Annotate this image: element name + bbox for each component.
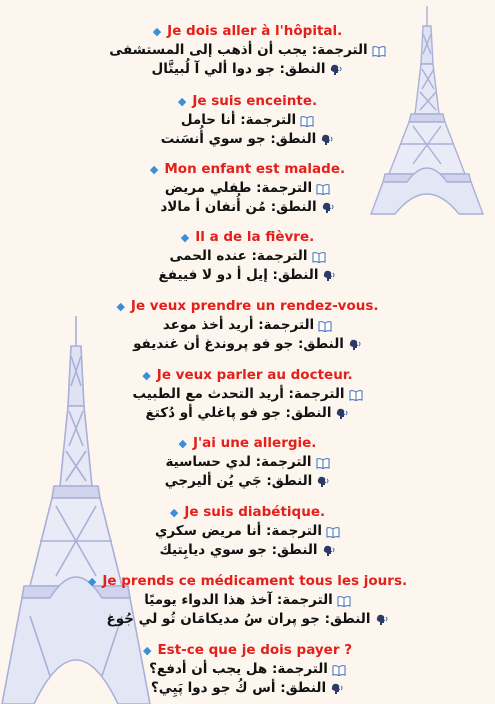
open-book-icon xyxy=(316,457,330,469)
speaking-head-icon xyxy=(329,64,343,76)
arabic-pronunciation: النطق: أس كُ جو دوا پَيِي؟ xyxy=(150,680,327,696)
blue-diamond-icon: ◆ xyxy=(152,25,162,38)
blue-diamond-icon: ◆ xyxy=(142,644,152,657)
speaking-head-icon xyxy=(375,614,389,626)
open-book-icon xyxy=(332,664,346,676)
speaking-head-icon xyxy=(316,476,330,488)
speaking-head-icon xyxy=(348,339,362,351)
speaking-head-icon xyxy=(320,134,334,146)
blue-diamond-icon: ◆ xyxy=(149,163,159,176)
list-item xyxy=(0,160,495,217)
open-book-icon xyxy=(300,115,314,127)
list-item xyxy=(0,366,495,423)
french-phrase: Je suis enceinte. xyxy=(192,93,318,109)
list-item xyxy=(0,92,495,149)
blue-diamond-icon: ◆ xyxy=(177,95,187,108)
speaking-head-icon xyxy=(330,683,344,695)
arabic-pronunciation: النطق: جو پران سُ مديكامَان تُو لي جُوغ xyxy=(106,611,371,627)
blue-diamond-icon: ◆ xyxy=(142,369,151,382)
french-phrase: Est-ce que je dois payer ? xyxy=(157,642,353,658)
arabic-pronunciation: النطق: جو فو پروندغ أن غنديفو xyxy=(133,336,344,352)
arabic-translation: الترجمة: أريد التحدث مع الطبيب xyxy=(132,386,345,402)
open-book-icon xyxy=(326,526,340,538)
arabic-translation: الترجمة: أنا مريض سكري xyxy=(155,523,322,539)
list-item xyxy=(0,572,495,629)
french-phrase: Je veux prendre un rendez-vous. xyxy=(130,298,379,314)
open-book-icon xyxy=(312,251,326,263)
speaking-head-icon xyxy=(322,545,336,557)
arabic-pronunciation: النطق: جو دوا ألي آ لُبيتَّال xyxy=(151,61,326,77)
open-book-icon xyxy=(337,595,351,607)
list-item xyxy=(0,297,495,354)
blue-diamond-icon: ◆ xyxy=(169,506,179,519)
arabic-translation: الترجمة: لدي حساسية xyxy=(165,454,312,470)
speaking-head-icon xyxy=(321,202,335,214)
french-phrase: Il a de la fièvre. xyxy=(195,229,315,245)
arabic-pronunciation: النطق: جو فو پاغلي أو دُكتغ xyxy=(145,405,332,421)
list-item xyxy=(0,641,495,698)
arabic-pronunciation: النطق: جو سوي ديابِتيك xyxy=(159,542,318,558)
arabic-translation: الترجمة: طفلي مريض xyxy=(164,180,313,196)
open-book-icon xyxy=(318,320,332,332)
open-book-icon xyxy=(349,389,363,401)
arabic-pronunciation: النطق: إيل أ دو لا فييفغ xyxy=(158,267,319,283)
open-book-icon xyxy=(316,183,330,195)
list-item xyxy=(0,503,495,560)
blue-diamond-icon: ◆ xyxy=(178,437,188,450)
french-phrase: Je veux parler au docteur. xyxy=(156,367,353,383)
arabic-translation: الترجمة: عنده الحمى xyxy=(169,248,308,264)
speaking-head-icon xyxy=(322,270,336,282)
french-phrase: Je prends ce médicament tous les jours. xyxy=(102,573,408,589)
blue-diamond-icon: ◆ xyxy=(180,231,190,244)
french-phrase: J'ai une allergie. xyxy=(193,435,317,451)
list-item xyxy=(0,22,495,79)
blue-diamond-icon: ◆ xyxy=(116,300,125,313)
blue-diamond-icon: ◆ xyxy=(87,575,97,588)
french-phrase: Je dois aller à l'hôpital. xyxy=(167,23,343,39)
list-item xyxy=(0,228,495,285)
arabic-translation: الترجمة: أريد أخذ موعد xyxy=(162,317,315,333)
arabic-translation: الترجمة: أنا حامل xyxy=(180,112,297,128)
arabic-translation: الترجمة: يجب أن أذهب إلى المستشفى xyxy=(109,42,368,58)
list-item xyxy=(0,434,495,491)
arabic-pronunciation: النطق: جو سوي أُنسَنت xyxy=(160,131,317,147)
open-book-icon xyxy=(372,45,386,57)
french-phrase: Mon enfant est malade. xyxy=(164,161,346,177)
speaking-head-icon xyxy=(335,408,349,420)
arabic-translation: الترجمة: هل يجب أن أدفع؟ xyxy=(149,661,328,677)
arabic-pronunciation: النطق: جَي يُن أليرجي xyxy=(164,473,313,489)
french-phrase: Je suis diabétique. xyxy=(184,504,326,520)
arabic-translation: الترجمة: آخذ هذا الدواء يوميًا xyxy=(144,592,333,608)
arabic-pronunciation: النطق: مُن أُنفان أ مالاد xyxy=(160,199,317,215)
